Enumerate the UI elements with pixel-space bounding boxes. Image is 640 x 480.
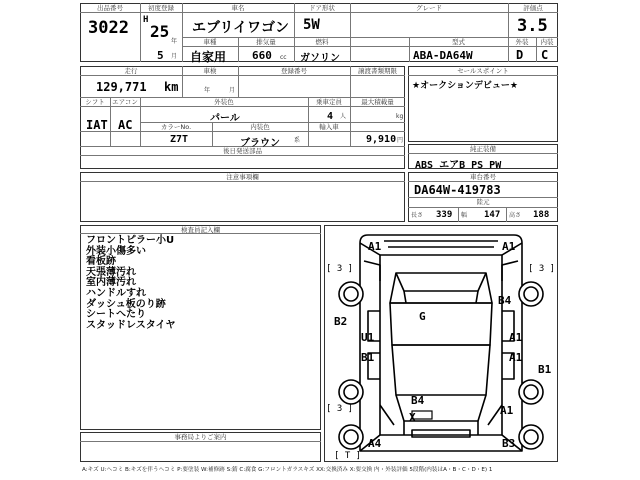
overall-score: 3.5 <box>517 16 548 36</box>
sales-point-text: ★オークションデビュー★ <box>412 81 518 91</box>
price: 9,910 <box>366 134 397 145</box>
grade-label: グレード <box>416 4 442 12</box>
inspection-line: シートへたり <box>86 309 146 321</box>
damage-mark: B1 <box>361 351 375 364</box>
model-code: ABA-DA64W <box>413 49 473 62</box>
damage-mark: B2 <box>334 315 348 328</box>
damage-mark: [ 3 ] <box>326 404 354 414</box>
height: 188 <box>533 210 550 220</box>
interior-grade: C <box>541 48 549 62</box>
damage-mark: [ 3 ] <box>528 264 556 274</box>
width: 147 <box>484 210 501 220</box>
registration-month: 5 <box>157 49 164 62</box>
damage-mark: B3 <box>502 437 516 450</box>
inspection-line: 天張薄汚れ <box>86 266 136 278</box>
inspection-line: 室内薄汚れ <box>86 277 136 289</box>
damage-mark: B4 <box>411 394 425 407</box>
fuel-type: ガソリン <box>300 53 340 64</box>
lot-number-label: 出品番号 <box>97 4 123 12</box>
air-conditioning: AC <box>118 118 133 132</box>
damage-mark: A4 <box>368 437 382 450</box>
equipment-list: ABS エアB PS PW <box>415 160 502 171</box>
registration-year: 25 <box>150 22 170 41</box>
car-outline-diagram <box>324 225 558 462</box>
era: H <box>143 15 149 25</box>
first-registration-label: 初度登録 <box>148 4 174 12</box>
displacement: 660 <box>252 49 272 62</box>
door-type: 5W <box>303 17 320 33</box>
damage-mark: A1 <box>509 351 523 364</box>
inspection-line: 看板跡 <box>86 256 116 268</box>
doors-label: ドア形状 <box>309 4 335 12</box>
car-name-label: 車名 <box>231 4 245 12</box>
inspection-line: スタッドレスタイヤ <box>86 319 176 331</box>
damage-mark: B4 <box>498 294 512 307</box>
damage-mark: A1 <box>500 404 514 417</box>
shift-type: IAT <box>86 118 108 132</box>
seating-capacity: 4 <box>327 111 334 122</box>
damage-mark: [ T ] <box>334 451 362 461</box>
exterior-color: パール <box>210 113 240 124</box>
damage-mark: X <box>409 411 416 424</box>
exterior-grade: D <box>516 48 524 62</box>
inspection-line: 外装小傷多い <box>86 245 146 257</box>
interior-color: ブラウン <box>240 138 280 149</box>
car-type: 自家用 <box>190 50 227 64</box>
lot-number: 3022 <box>88 18 129 38</box>
inspection-line: ダッシュ板のり跡 <box>86 298 166 310</box>
inspection-line: フロントピラー小U <box>86 235 175 246</box>
mileage-unit: km <box>164 80 179 94</box>
length: 339 <box>436 210 453 220</box>
car-name: エブリイワゴン <box>192 20 290 36</box>
damage-mark: A1 <box>502 240 516 253</box>
mileage: 129,771 <box>96 80 147 94</box>
damage-mark: [ 3 ] <box>326 264 354 274</box>
damage-legend: A:キズ U:ヘコミ B:キズを伴うヘコミ P:要塗装 W:補修跡 S:錆 C:腐食 G:フロントガラスキズ XX:交換済み X:要交換 内・外装評価 5段階(内装はA・B・C・D・E) 1 <box>82 467 493 473</box>
inspection-lines <box>86 236 176 331</box>
damage-mark: A1 <box>368 240 382 253</box>
damage-mark: G <box>419 310 426 323</box>
color-number: Z7T <box>170 134 189 145</box>
inspection-line: ハンドルすれ <box>86 287 146 299</box>
damage-mark: A1 <box>509 331 523 344</box>
damage-mark: B1 <box>538 363 552 376</box>
chassis-number: DA64W-419783 <box>414 183 501 197</box>
score-label: 評価点 <box>523 4 543 12</box>
damage-mark: U1 <box>361 331 375 344</box>
